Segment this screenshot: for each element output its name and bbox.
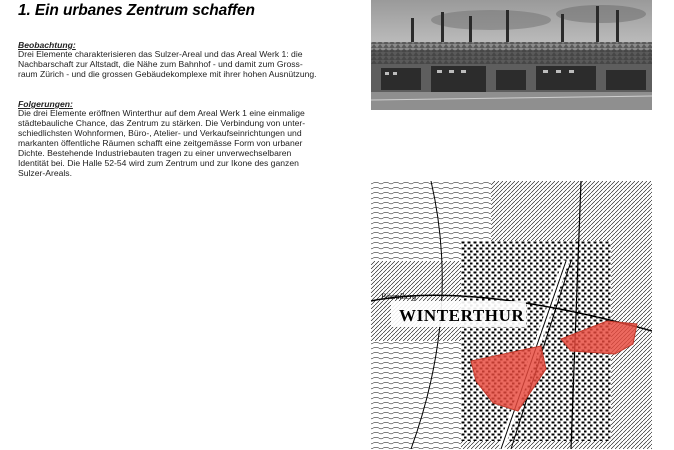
observation-line: Drei Elemente charakterisieren das Sulzer-Areal und das Areal Werk 1: die xyxy=(18,49,303,59)
page-title: 1. Ein urbanes Zentrum schaffen xyxy=(18,2,255,19)
conclusions-heading: Folgerungen: xyxy=(18,99,73,109)
conclusions-text xyxy=(18,108,348,178)
conclusions-line: schiedlichsten Wohnformen, Büro-, Atelier- und Verkaufseinrichtungen und xyxy=(18,128,302,138)
conclusions-line: Identität bei. Die Halle 52-54 wird zum Zentrum und zur Ikone des ganzen xyxy=(18,158,299,168)
city-map xyxy=(371,181,652,449)
conclusions-line: markanten öffentliche Räumen schafft eine zeitgemässe Form von urbaner xyxy=(18,138,303,148)
conclusions-line: städtebauliche Chance, das Zentrum zu stärken. Die Verbindung von unter- xyxy=(18,118,306,128)
observation-line: raum Zürich - und die grossen Gebäudekomplexe mit ihrer hohen Ausnützung. xyxy=(18,69,317,79)
observation-text xyxy=(18,49,348,79)
observation-line: Nachbarschaft zur Altstadt, die Nähe zum Bahnhof - und damit zum Gross- xyxy=(18,59,303,69)
observation-heading: Beobachtung: xyxy=(18,40,76,50)
conclusions-line: Die drei Elemente eröffnen Winterthur auf dem Areal Werk 1 eine einmalige xyxy=(18,108,305,118)
conclusions-line: Sulzer-Areals. xyxy=(18,168,72,178)
map-hill-label: Bäumlberg xyxy=(381,292,417,301)
map-city-label: WINTERTHUR xyxy=(399,306,525,325)
conclusions-line: Dichte. Bestehende Industriebauten tragen zu einer unverwechselbaren xyxy=(18,148,292,158)
factory-photo xyxy=(371,0,652,110)
